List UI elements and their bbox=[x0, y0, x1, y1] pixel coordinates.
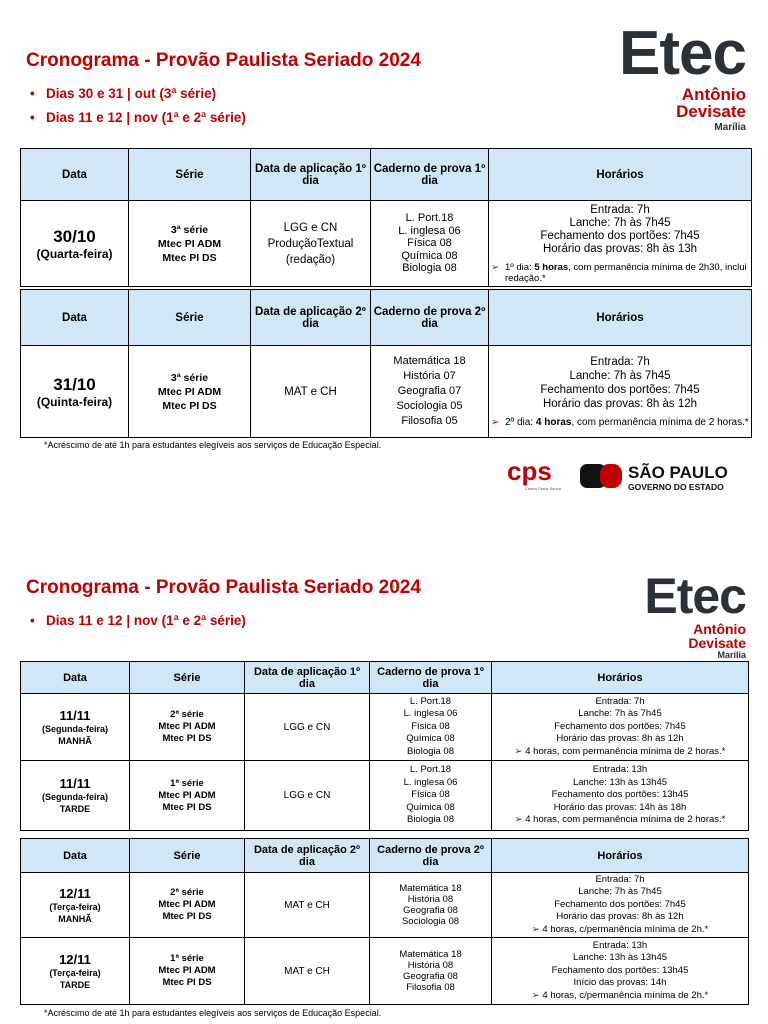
caderno-line: L. Port.18 bbox=[409, 764, 452, 776]
duration-note: ➢ 4 horas, c/permanência mínima de 2h.* bbox=[494, 924, 746, 937]
horario-line: Fechamento dos portões: 13h45 bbox=[551, 789, 689, 801]
caderno-line: Geografia 08 bbox=[403, 971, 458, 982]
col-header-horarios: Horários bbox=[492, 839, 749, 873]
caderno-line: Química 08 bbox=[406, 733, 455, 745]
horario-line: Lanche: 7h às 7h45 bbox=[569, 370, 671, 382]
serie-line: 1ª série bbox=[170, 777, 204, 789]
caderno-line: História 08 bbox=[407, 894, 454, 905]
caderno-line: Física 08 bbox=[411, 789, 450, 801]
horario-line: Lanche: 7h às 7h45 bbox=[578, 708, 662, 720]
serie-line: 3ª série bbox=[170, 371, 209, 384]
row-date: 11/11 bbox=[59, 776, 91, 791]
caderno-line: Química 08 bbox=[401, 249, 458, 262]
aplicacao-line: MAT e CH bbox=[284, 965, 330, 977]
serie-line: Mtec PI ADM bbox=[158, 899, 216, 910]
duration-note: ➢ 4 horas, c/permanência mínima de 2h.* bbox=[494, 990, 746, 1003]
row-date: 12/11 bbox=[59, 885, 91, 901]
col-header-aplicacao: Data de aplicação 2º dia bbox=[251, 290, 371, 346]
etec-logo bbox=[560, 19, 746, 133]
serie-line: Mtec PI ADM bbox=[157, 385, 222, 398]
table-row bbox=[21, 346, 752, 438]
sp-logo-shape-red bbox=[600, 464, 622, 488]
horario-line: Fechamento dos portões: 7h45 bbox=[540, 384, 700, 396]
caderno-line: Biologia 08 bbox=[402, 262, 457, 275]
duration-note: ➢ 2º dia: 4 horas, com permanência mínima de 2 horas.* bbox=[491, 417, 749, 428]
cps-logo-text: cps bbox=[507, 456, 552, 486]
caderno-line: Filosofia 05 bbox=[401, 415, 458, 427]
col-header-serie: Série bbox=[130, 662, 245, 694]
caderno-line: Matemática 18 bbox=[399, 949, 462, 960]
col-header-caderno: Caderno de prova 1º dia bbox=[371, 149, 489, 201]
serie-line: 1ª série bbox=[170, 953, 204, 964]
table-row bbox=[21, 694, 749, 761]
row-weekday: (Quarta-feira) bbox=[36, 246, 113, 261]
aplicacao-line: MAT e CH bbox=[284, 899, 330, 911]
col-header-aplicacao: Data de aplicação 2º dia bbox=[245, 839, 370, 873]
row-period: TARDE bbox=[59, 804, 91, 814]
row-date: 12/11 bbox=[59, 951, 91, 967]
footnote: *Acréscimo de até 1h para estudantes elegíveis aos serviços de Educação Especial. bbox=[44, 1008, 382, 1018]
row-weekday: (Segunda-feira) bbox=[41, 792, 108, 802]
aplicacao-line: LGG e CN bbox=[283, 721, 331, 733]
row-date: 11/11 bbox=[59, 707, 91, 723]
table-row bbox=[21, 938, 749, 1005]
duration-note: ➢ 4 horas, com permanência mínima de 2 horas.* bbox=[494, 814, 746, 827]
table-row bbox=[21, 873, 749, 938]
serie-line: Mtec PI DS bbox=[162, 977, 212, 988]
sp-logo-main: SÃO PAULO bbox=[628, 463, 728, 482]
col-header-data: Data bbox=[21, 149, 129, 201]
horario-line: Horário das provas: 8h às 12h bbox=[542, 398, 698, 410]
schedule-table-day2 bbox=[20, 838, 749, 1005]
horario-line: Fechamento dos portões: 13h45 bbox=[551, 964, 689, 976]
aplicacao-line: LGG e CN bbox=[283, 790, 331, 801]
col-header-horarios: Horários bbox=[489, 149, 752, 201]
school-name-line2: Devisate bbox=[688, 635, 746, 651]
row-weekday: (Quinta-feira) bbox=[36, 394, 113, 409]
bullet-item: • Dias 30 e 31 | out (3ª série) bbox=[30, 82, 246, 106]
duration-note: ➢ 1º dia: 5 horas, com permanência mínima de 2h30, inclui redação.* bbox=[491, 262, 749, 284]
row-weekday: (Terça-feira) bbox=[49, 901, 101, 912]
schedule-table-day2 bbox=[20, 289, 752, 438]
row-date: 31/10 bbox=[53, 374, 96, 394]
horario-line: Início das provas: 14h bbox=[573, 977, 667, 989]
caderno-line: Física 08 bbox=[407, 237, 452, 250]
row-date: 30/10 bbox=[53, 226, 96, 246]
horario-line: Lanche: 13h às 13h45 bbox=[572, 952, 668, 964]
col-header-aplicacao: Data de aplicação 1º dia bbox=[245, 662, 370, 694]
row-period: MANHÃ bbox=[58, 913, 92, 924]
col-header-caderno: Caderno de prova 2º dia bbox=[370, 839, 492, 873]
city-name: Marília bbox=[714, 122, 746, 133]
bullet-item: • Dias 11 e 12 | nov (1ª e 2ª série) bbox=[30, 609, 246, 633]
col-header-horarios: Horários bbox=[489, 290, 752, 346]
caderno-line: Geografia 08 bbox=[403, 905, 458, 916]
serie-line: Mtec PI ADM bbox=[158, 789, 216, 801]
sao-paulo-logo bbox=[580, 458, 750, 494]
horario-line: Horário das provas: 8h às 12h bbox=[556, 911, 684, 923]
duration-note: ➢ 4 horas, com permanência mínima de 2 horas.* bbox=[494, 746, 746, 759]
horario-line: Lanche: 7h às 7h45 bbox=[569, 216, 671, 229]
school-name-line2: Devisate bbox=[676, 102, 746, 121]
row-weekday: (Segunda-feira) bbox=[41, 723, 108, 734]
caderno-line: Biologia 08 bbox=[406, 745, 454, 757]
horario-line: Entrada: 13h bbox=[592, 939, 648, 951]
horario-line: Entrada: 7h bbox=[590, 203, 650, 216]
caderno-line: L. Port.18 bbox=[409, 695, 452, 707]
footnote: *Acréscimo de até 1h para estudantes elegíveis aos serviços de Educação Especial. bbox=[44, 440, 382, 450]
cps-logo-sub: Centro Paula Souza bbox=[525, 486, 561, 491]
bullet-item: • Dias 11 e 12 | nov (1ª e 2ª série) bbox=[30, 106, 246, 130]
horario-line: Entrada: 13h bbox=[592, 764, 648, 776]
table-row bbox=[21, 761, 749, 831]
etec-wordmark: Etec bbox=[619, 19, 746, 88]
date-bullets bbox=[30, 609, 246, 633]
col-header-horarios: Horários bbox=[492, 662, 749, 694]
serie-line: Mtec PI ADM bbox=[157, 237, 222, 250]
col-header-aplicacao: Data de aplicação 1º dia bbox=[251, 149, 371, 201]
col-header-data: Data bbox=[21, 290, 129, 346]
aplicacao-line: LGG e CN bbox=[283, 221, 338, 234]
col-header-caderno: Caderno de prova 1º dia bbox=[370, 662, 492, 694]
horario-line: Lanche: 13h às 13h45 bbox=[572, 776, 668, 788]
aplicacao-line: (redação) bbox=[285, 253, 336, 266]
caderno-line: Sociologia 08 bbox=[401, 916, 460, 927]
serie-line: 2ª série bbox=[170, 887, 204, 898]
schedule-table-day1 bbox=[20, 661, 749, 831]
etec-logo bbox=[580, 570, 746, 660]
col-header-caderno: Caderno de prova 2º dia bbox=[371, 290, 489, 346]
caderno-line: História 08 bbox=[407, 960, 454, 971]
caderno-line: L. inglesa 06 bbox=[403, 776, 458, 788]
horario-line: Fechamento dos portões: 7h45 bbox=[554, 720, 686, 732]
serie-line: Mtec PI DS bbox=[162, 733, 212, 744]
caderno-line: L. inglesa 06 bbox=[398, 224, 461, 237]
caderno-line: Filosofia 08 bbox=[406, 982, 455, 993]
row-period: TARDE bbox=[59, 979, 91, 990]
serie-line: Mtec PI ADM bbox=[158, 721, 216, 732]
table-row bbox=[21, 201, 752, 287]
aplicacao-line: ProduçãoTextual bbox=[267, 237, 354, 250]
school-name-line1: Antônio bbox=[693, 621, 746, 637]
col-header-serie: Série bbox=[129, 149, 251, 201]
row-period: MANHÃ bbox=[58, 735, 92, 746]
col-header-data: Data bbox=[21, 839, 130, 873]
col-header-serie: Série bbox=[129, 290, 251, 346]
city-name: Marília bbox=[717, 650, 746, 660]
serie-line: 3ª série bbox=[170, 223, 209, 236]
horario-line: Horário das provas: 8h às 12h bbox=[556, 733, 684, 745]
page-title: Cronograma - Provão Paulista Seriado 2024 bbox=[26, 50, 421, 71]
horario-line: Fechamento dos portões: 7h45 bbox=[540, 229, 700, 242]
schedule-table-day1 bbox=[20, 148, 752, 287]
caderno-line: Sociologia 05 bbox=[396, 400, 463, 412]
aplicacao-line: MAT e CH bbox=[284, 385, 337, 398]
caderno-line: Biologia 08 bbox=[406, 814, 454, 826]
caderno-line: Matemática 18 bbox=[399, 883, 462, 894]
horario-line: Horário das provas: 8h às 13h bbox=[542, 242, 698, 255]
caderno-line: História 07 bbox=[403, 370, 456, 382]
serie-line: 2ª série bbox=[170, 709, 204, 720]
page-title: Cronograma - Provão Paulista Seriado 2024 bbox=[26, 577, 421, 598]
caderno-line: L. inglesa 06 bbox=[403, 708, 458, 720]
caderno-line: Física 08 bbox=[411, 720, 450, 732]
col-header-serie: Série bbox=[130, 839, 245, 873]
horario-line: Entrada: 7h bbox=[590, 356, 650, 368]
school-name-line1: Antônio bbox=[681, 85, 746, 104]
serie-line: Mtec PI DS bbox=[162, 911, 212, 922]
etec-wordmark: Etec bbox=[644, 568, 746, 624]
horario-line: Fechamento dos portões: 7h45 bbox=[554, 898, 686, 910]
horario-line: Horário das provas: 14h às 18h bbox=[553, 801, 687, 813]
row-weekday: (Terça-feira) bbox=[49, 967, 101, 978]
col-header-data: Data bbox=[21, 662, 130, 694]
caderno-line: Matemática 18 bbox=[393, 355, 466, 367]
serie-line: Mtec PI DS bbox=[162, 801, 212, 813]
cps-logo bbox=[505, 456, 561, 492]
horario-line: Lanche: 7h às 7h45 bbox=[578, 886, 662, 898]
caderno-line: Química 08 bbox=[406, 801, 455, 813]
sp-logo-sub: GOVERNO DO ESTADO bbox=[628, 482, 724, 492]
caderno-line: L. Port.18 bbox=[405, 212, 454, 225]
serie-line: Mtec PI DS bbox=[162, 399, 217, 412]
serie-line: Mtec PI DS bbox=[162, 251, 217, 264]
caderno-line: Geografia 07 bbox=[397, 385, 462, 397]
date-bullets bbox=[30, 82, 246, 130]
serie-line: Mtec PI ADM bbox=[158, 965, 216, 976]
horario-line: Entrada: 7h bbox=[595, 873, 645, 885]
slide-2 bbox=[0, 512, 768, 1024]
horario-line: Entrada: 7h bbox=[595, 695, 645, 707]
